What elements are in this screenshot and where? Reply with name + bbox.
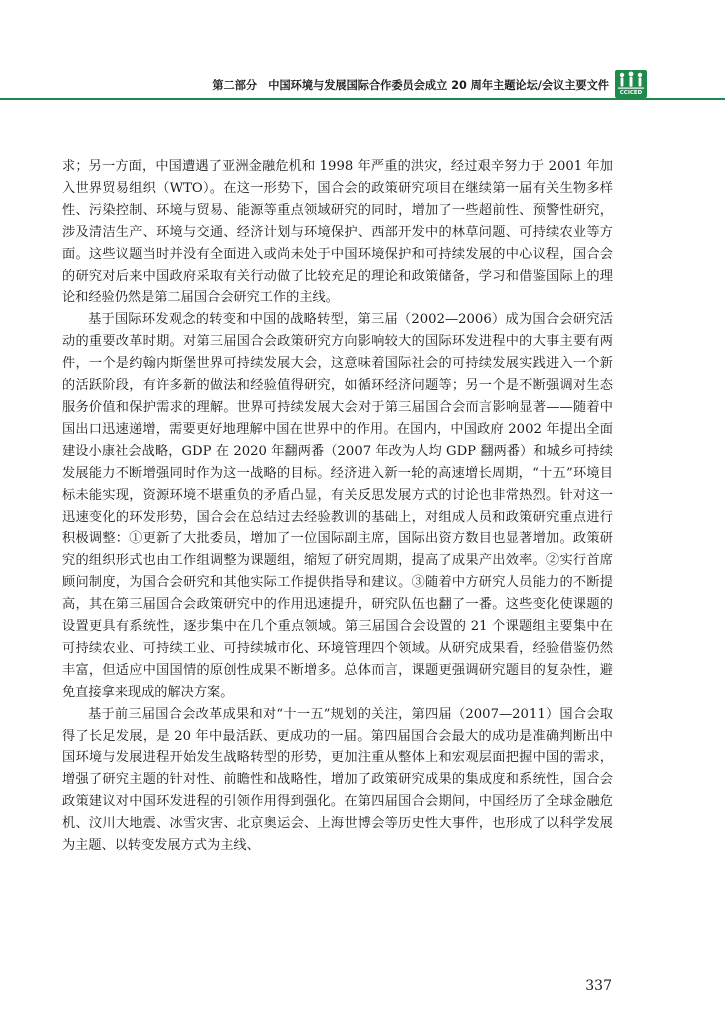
paragraph: 基于前三届国合会改革成果和对“十一五”规划的关注，第四届（2007—2011）国合会取得了长足发展，是 20 年中最活跃、更成功的一届。第四届国合会最大的成功是准确判断出中国环境与发展进程开始发生战略转型的形势，更加注重从整体上和宏观层面把握中国的需求，增强了研究主题的针对性、前瞻性和战略性，增加了政策研究成果的集成度和系统性，国合会政策建议对中国环发进程的引领作用得到强化。在第四届国合会期间，中国经历了全球金融危机、汶川大地震、冰雪灾害、北京奥运会、上海世博会等历史性大事件，也形成了以科学发展为主题、以转变发展方式为主线、	[62, 706, 613, 854]
paragraph: 基于国际环发观念的转变和中国的战略转型，第三届（2002—2006）成为国合会研究活动的重要改革时期。对第三届国合会政策研究方向影响较大的国际环发进程中的大事主要有两件，一个是约翰内斯堡世界可持续发展大会，这意味着国际社会的可持续发展实践进入一个新的活跃阶段，有许多新的做法和经验值得研究，如循环经济问题等；另一个是不断强调对生态服务价值和保护需求的理解。世界可持续发展大会对于第三届国合会而言影响显著——随着中国出口迅速递增，需要更好地理解中国在世界中的作用。在国内，中国政府 2002 年提出全面建设小康社会战略，GDP 在 2020 年翻两番（2007 年改为人均 GDP 翻两番）和城乡可持续发展能力不断增强同时作为这一战略的目标。经济进入新一轮的高速增长周期，“十五”环境目标未能实现，资源环境不堪重负的矛盾凸显，有关反思发展方式的讨论也非常热烈。针对这一迅速变化的环发形势，国合会在总结过去经验教训的基础上，对组成人员和政策研究重点进行积极调整：①更新了大批委员，增加了一位国际副主席，国际出资方数目也显著增加。政策研究的组织形式也由工作组调整为课题组，缩短了研究周期，提高了成果产出效率。②实行首席顾问制度，为国合会研究和其他实际工作提供指导和建议。③随着中方研究人员能力的不断提高，其在第三届国合会政策研究中的作用迅速提升，研究队伍也翻了一番。这些变化使课题的设置更具有系统性，逐步集中在几个重点领域。第三届国合会设置的 21 个课题组主要集中在可持续农业、可持续工业、可持续城市化、环境管理四个领域。从研究成果看，经验借鉴仍然丰富，但适应中国国情的原创性成果不断增多。总体而言，课题更强调研究题目的复杂性，避免直接拿来现成的解决方案。	[62, 312, 613, 700]
logo-figures-icon	[615, 70, 647, 92]
running-header	[0, 70, 725, 98]
header-title: 第二部分 中国环境与发展国际合作委员会成立 20 周年主题论坛/会议主要文件	[212, 79, 609, 92]
page-number: 337	[585, 978, 612, 994]
cciced-logo	[615, 70, 647, 98]
header-rule	[0, 98, 725, 100]
logo-text: CCICED	[619, 90, 643, 96]
paragraph: 求；另一方面，中国遭遇了亚洲金融危机和 1998 年严重的洪灾，经过艰辛努力于 2001 年加入世界贸易组织（WTO）。在这一形势下，国合会的政策研究项目在继续第一届有关生物多样性、污染控制、环境与贸易、能源等重点领域研究的同时，增加了一些超前性、预警性研究，涉及清洁生产、环境与交通、经济计划与环境保护、西部开发中的林草问题、可持续农业等方面。这些议题当时并没有全面进入或尚未处于中国环境保护和可持续发展的中心议程，国合会的研究对后来中国政府采取有关行动做了比较充足的理论和政策储备，学习和借鉴国际上的理论和经验仍然是第二届国合会研究工作的主线。	[62, 159, 613, 306]
body-text	[62, 156, 613, 857]
